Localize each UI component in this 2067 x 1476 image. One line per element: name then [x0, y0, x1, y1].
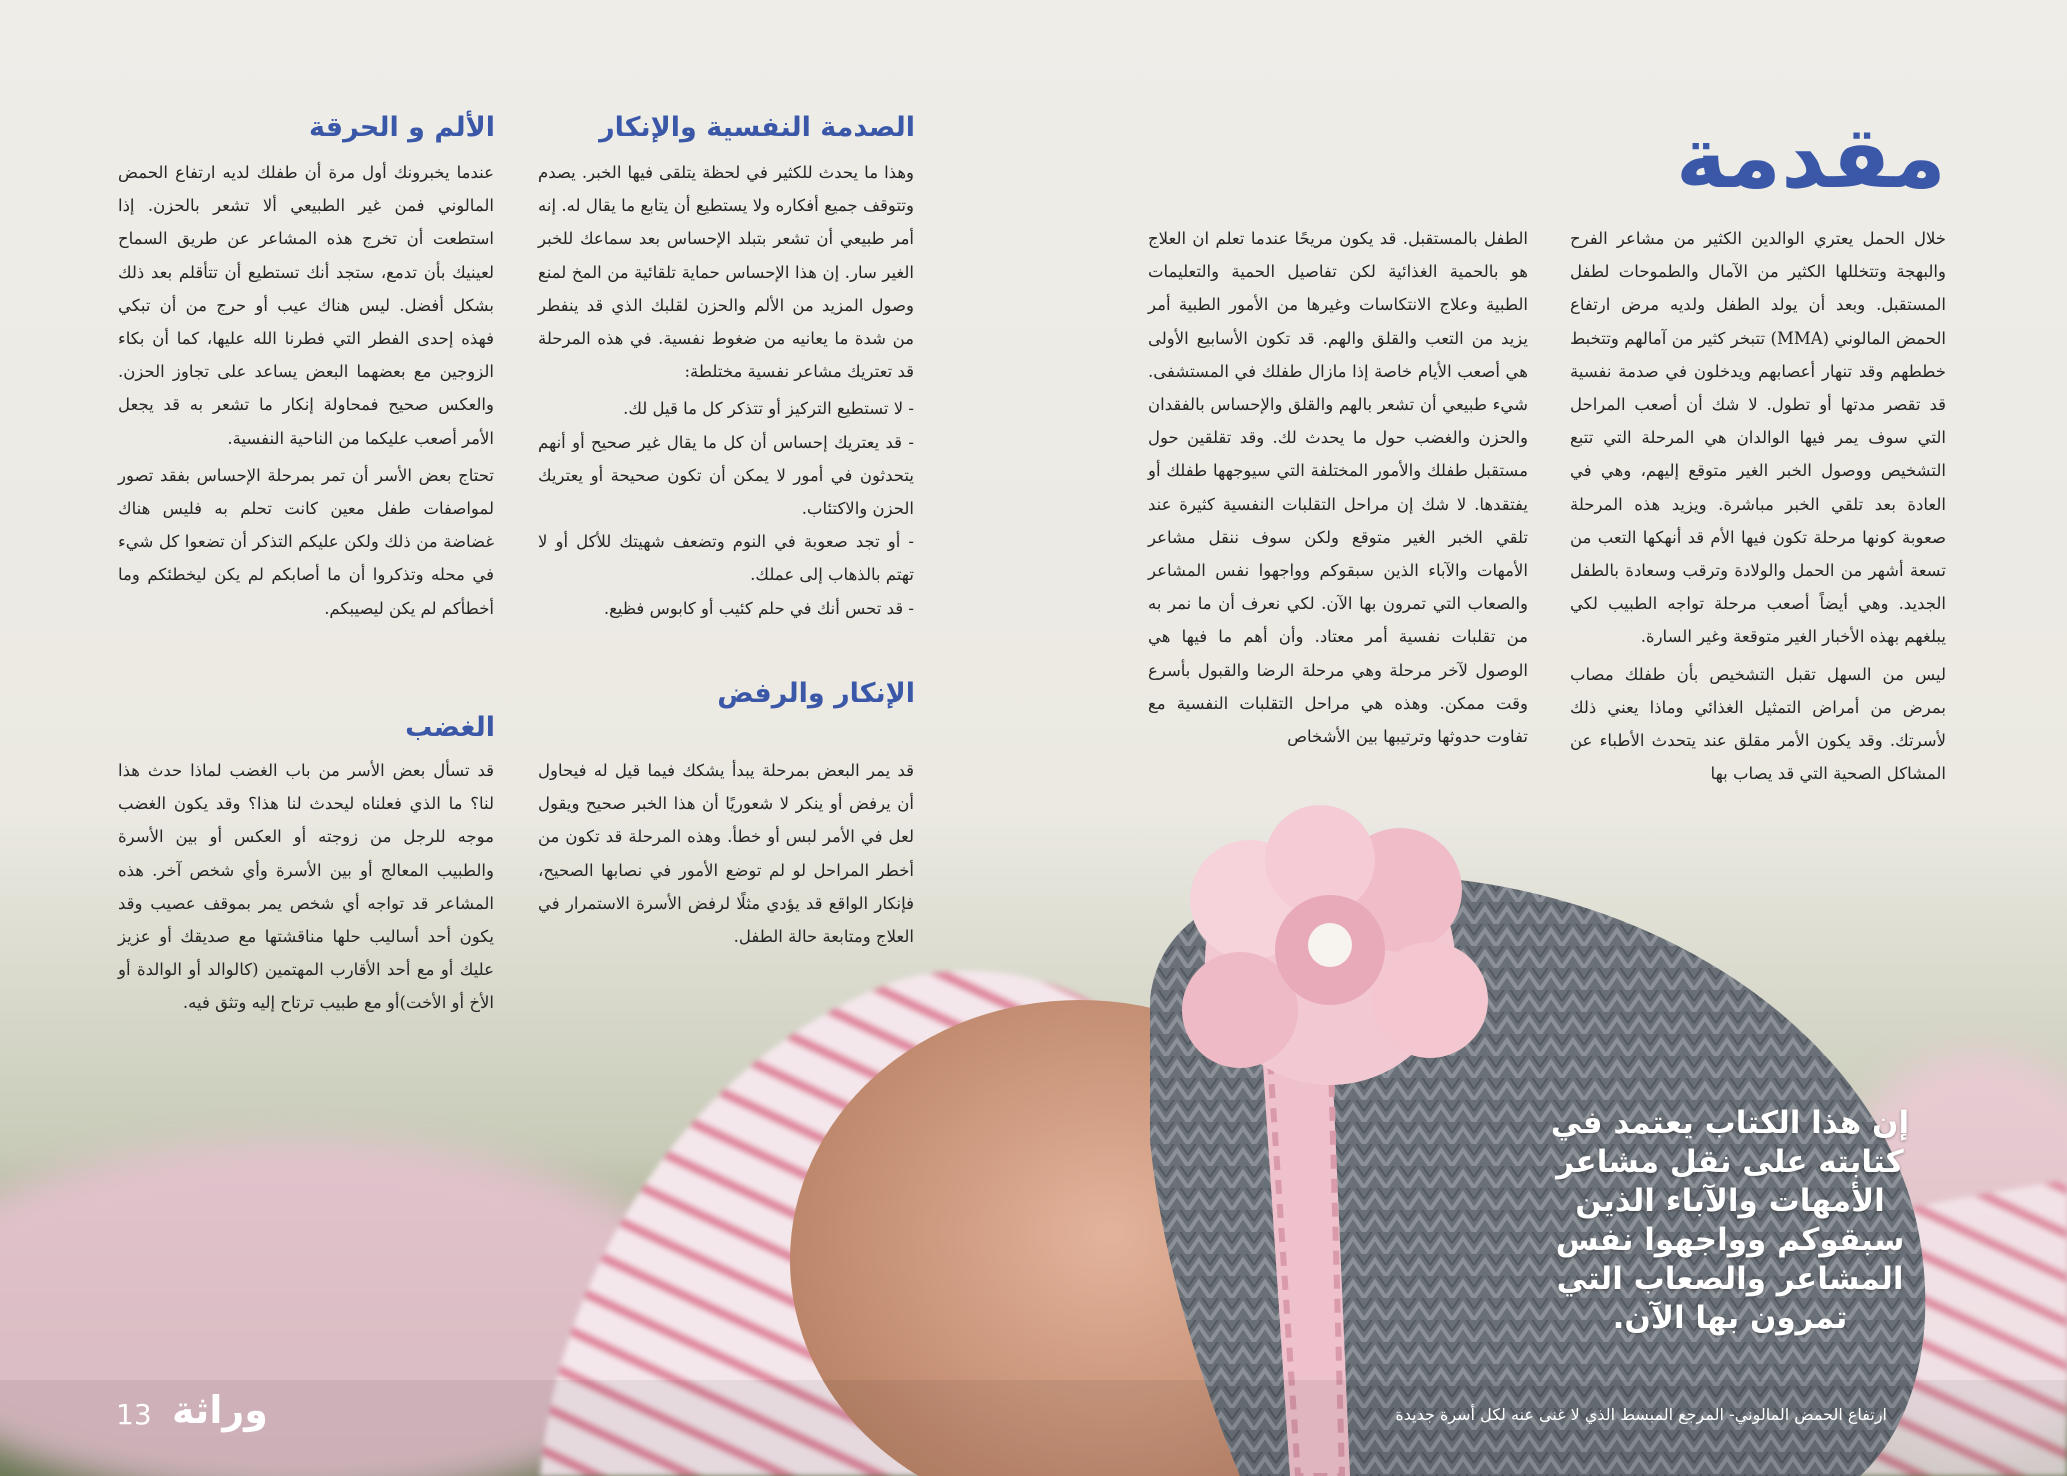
shock-bullet-1: - لا تستطيع التركيز أو تتذكر كل ما قيل لك. [623, 399, 914, 419]
intro-paragraph-2: ليس من السهل تقبل التشخيص بأن طفلك مصاب بمرض من أمراض التمثيل الغذائي وماذا يعني ذلك لأسرتك. وقد يكون الأمر مقلق عند يتحدث الأطباء عن المشاكل الصحية التي قد يصاب بها [1570, 664, 1946, 784]
page-number: 13 [116, 1398, 152, 1431]
anger-paragraph: قد تسأل بعض الأسر من باب الغضب لماذا حدث هذا لنا؟ ما الذي فعلناه ليحدث لنا هذا؟ وقد يكون الغضب موجه للرجل من زوجته أو العكس أو بين الأسرة والطبيب المعالج أو بين الأسرة وأي شخص آخر. هذه المشاعر قد تواجه أي شخص يمر بموقف عصيب وقد يكون أحد أساليب حلها مناقشتها مع صديقك أو عزيز عليك أو مع أحد الأقارب المهتمين (كالوالد أو الوالدة أو الأخ أو الأخت)أو مع طبيب ترتاح إليه وتثق فيه. [118, 761, 494, 1013]
pull-quote: إن هذا الكتاب يعتمد في كتابته على نقل مشاعر الأمهات والآباء الذين سبقوكم وواجهوا نفس المشاعر والصعاب التي تمرون بها الآن. [1550, 1105, 1910, 1336]
shock-column [538, 156, 914, 625]
shock-bullet-3: - أو تجد صعوبة في النوم وتضعف شهيتك للأكل أو لا تهتم بالذهاب إلى عملك. [538, 532, 914, 585]
shock-bullet-4: - قد تحس أنك في حلم كئيب أو كابوس فظيع. [603, 598, 914, 618]
intro-paragraph-1: خلال الحمل يعتري الوالدين الكثير من مشاعر الفرح والبهجة وتتخللها الكثير من الآمال والطموحات لطفل المستقبل. وبعد أن يولد الطفل ولديه مرض ارتفاع الحمض المالوني (MMA) تتبخر كثير من آمالهم وتتخبط خططهم وقد تنهار أعصابهم ويدخلون في صدمة نفسية قد تقصر مدتها أو تطول. لا شك أن أصعب المراحل التي سوف يمر فيها الوالدان هي المرحلة التي تتبع التشخيص ووصول الخبر الغير متوقع إليهم، وهي في العادة بعد تلقي الخبر مباشرة. ويزيد هذه المرحلة صعوبة كونها مرحلة تكون فيها الأم قد أنهكها التعب من تسعة أشهر من الحمل والولادة وترقب وسعادة بالطفل الجديد. وهي أيضاً أصعب مرحلة تواجه الطبيب لكي يبلغهم بهذه الأخبار الغير متوقعة وغير السارة. [1570, 229, 1946, 647]
shock-bullet-2: - قد يعتريك إحساس أن كل ما يقال غير صحيح أو أنهم يتحدثون في أمور لا يمكن أن تكون صحيحة أو يعتريك الحزن والاكتئاب. [538, 432, 914, 519]
denial-paragraph: قد يمر البعض بمرحلة يبدأ يشكك فيما قيل له فيحاول أن يرفض أو ينكر لا شعوريًا أن هذا الخبر صحيح ويقول لعل في الأمر لبس أو خطأ. وهذه المرحلة قد تكون من أخطر المراحل لو لم توضع الأمور في نصابها الصحيح، فإنكار الواقع قد يؤدي مثلًا لرفض الأسرة الاستمرار في العلاج ومتابعة حالة الطفل. [538, 761, 914, 947]
footer-text: ارتفاع الحمض المالوني- المرجع المبسط الذي لا غنى عنه لكل أسرة جديدة [1395, 1405, 1887, 1424]
section-title-shock: الصدمة النفسية والإنكار [599, 112, 915, 143]
section-title-denial: الإنكار والرفض [717, 678, 915, 709]
pain-paragraph-1: عندما يخبرونك أول مرة أن طفلك لديه ارتفاع الحمض المالوني فمن غير الطبيعي ألا تشعر بالحزن. إذا استطعت أن تخرج هذه المشاعر عن طريق السماح لعينيك بأن تدمع، ستجد أنك تستطيع أن تتأقلم بعد ذلك بشكل أفضل. ليس هناك عيب أو حرج من أن تبكي فهذه إحدى الفطر التي فطرنا الله عليها، كما أن بكاء الزوجين مع بعضهما البعض يساعد على تجاوز الحزن. والعكس صحيح فمحاولة إنكار ما تشعر به قد يجعل الأمر أصعب عليكما من الناحية النفسية. [118, 163, 494, 448]
anger-column [118, 754, 494, 1024]
publisher-logo: وراثة [172, 1388, 268, 1432]
intro-column-2 [1148, 222, 1528, 757]
section-title-anger: الغضب [405, 712, 495, 743]
pain-paragraph-2: تحتاج بعض الأسر أن تمر بمرحلة الإحساس بفقد تصور لمواصفات طفل معين كانت تحلم به فليس هناك غضاضة من ذلك ولكن عليكم التذكر أن تضعوا كل شيء في محله وتذكروا أن ما أصابكم لم يكن ليخطئكم وما أخطأكم لم يكن ليصيبكم. [118, 465, 494, 618]
page-title: مقدمة [1675, 108, 1946, 208]
pain-column [118, 156, 494, 629]
section-title-pain: الألم و الحرقة [309, 112, 495, 143]
denial-column [538, 754, 914, 957]
intro-paragraph-3: الطفل بالمستقبل. قد يكون مريحًا عندما تعلم ان العلاج هو بالحمية الغذائية لكن تفاصيل الحمية والتعليمات الطبية وعلاج الانتكاسات وغيرها من الأمور الطبية أمر يزيد من التعب والقلق والهم. قد تكون الأسابيع الأولى هي أصعب الأيام خاصة إذا مازال طفلك في المستشفى. شيء طبيعي أن تشعر بالهم والقلق والإحساس بالفقدان والحزن والغضب حول ما يحدث لك. وقد تقلقين حول مستقبل طفلك والأمور المختلفة التي سيوجهها طفلك أو يفتقدها. لا شك إن مراحل التقلبات النفسية كثيرة عند تلقي الخبر الغير متوقع ولكن سوف ننقل مشاعر الأمهات والآباء الذين سبقوكم وواجهوا نفس المشاعر والصعاب التي تمرون بها الآن. لكي نعرف أن ما نمر به من تقلبات نفسية أمر معتاد. وأن أهم ما فيها هي الوصول لآخر مرحلة وهي مرحلة الرضا والقبول بأسرع وقت ممكن. وهذه هي مراحل التقلبات النفسية مع تفاوت حدوثها وترتيبها بين الأشخاص [1148, 229, 1528, 747]
shock-paragraph: وهذا ما يحدث للكثير في لحظة يتلقى فيها الخبر. يصدم وتتوقف جميع أفكاره ولا يستطيع أن يتابع ما يقال له. إنه أمر طبيعي أن تشعر بتبلد الإحساس بعد سماعك للخبر الغير سار. إن هذا الإحساس حماية تلقائية من المخ لمنع وصول المزيد من الألم والحزن لقلبك الذي قد ينفطر من شدة ما يعانيه من ضغوط نفسية. في هذه المرحلة قد تعتريك مشاعر نفسية مختلطة: [538, 163, 914, 382]
intro-column-1 [1570, 222, 1946, 794]
shock-bullets [538, 392, 914, 624]
